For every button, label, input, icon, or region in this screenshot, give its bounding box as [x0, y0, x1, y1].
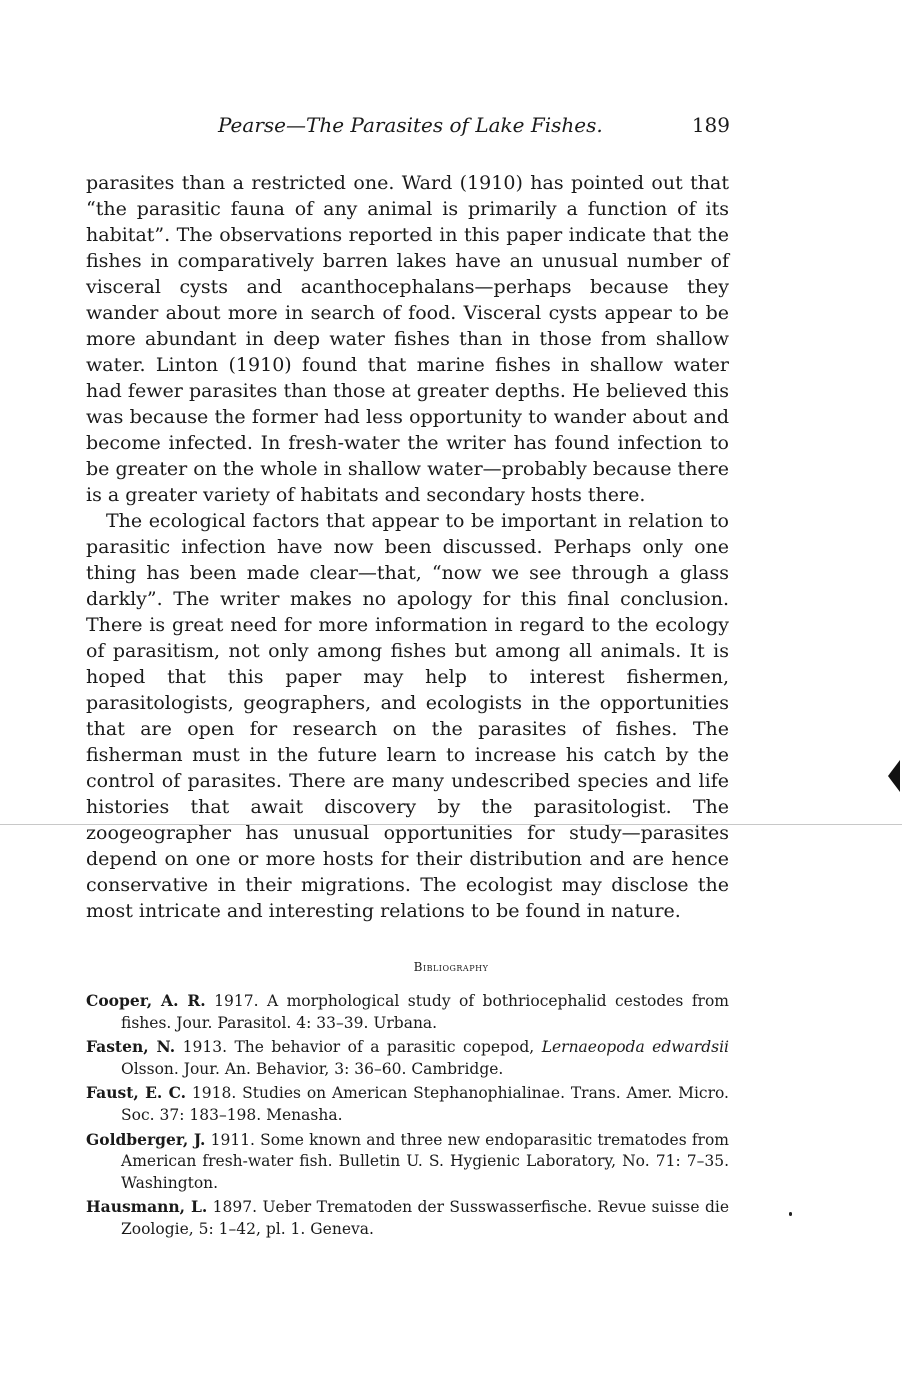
bib-author: Faust, E. C.: [86, 1083, 187, 1103]
bib-entry: [86, 1129, 729, 1195]
bib-text: 1911. Some known and three new endoparasitic trematodes from American fresh-water fish. Bulletin U. S. Hygienic Laboratory, No. 71: 7–35. Washington.: [121, 1130, 729, 1192]
bib-author: Hausmann, L.: [86, 1197, 208, 1217]
bib-entry: [86, 1082, 729, 1126]
bib-entry: [86, 990, 729, 1034]
bib-text: 1913. The behavior of a parasitic copepod,: [182, 1038, 535, 1057]
bib-text: 1917. A morphological study of bothriocephalid cestodes from fishes. Jour. Parasitol. 4: 33–39. Urbana.: [121, 992, 729, 1032]
bib-author: Fasten, N.: [86, 1037, 176, 1057]
bibliography-heading: Bibliography: [413, 960, 489, 974]
bibliography: [86, 990, 729, 1243]
ink-dot: [789, 1212, 792, 1216]
bib-author: Cooper, A. R.: [86, 991, 206, 1010]
bib-text: 1918. Studies on American Stephanophialinae. Trans. Amer. Micro. Soc. 37: 183–198. Menasha.: [121, 1084, 729, 1124]
paragraph: parasites than a restricted one. Ward (1910) has pointed out that “the parasitic fauna of any animal is primarily a function of its habitat”. The observations reported in this paper indicate that the fishes in comparatively barren lakes have an unusual number of visceral cysts and acanthocephalans—perhaps because they wander about more in search of food. Visceral cysts appear to be more abundant in deep water fishes than in those from shallow water. Linton (1910) found that marine fishes in shallow water had fewer parasites than those at greater depths. He believed this was because the former had less opportunity to wander about and become infected. In fresh-water the writer has found infection to be greater on the whole in shallow water—probably because there is a greater variety of habitats and secondary hosts there.: [86, 172, 729, 506]
bib-entry: [86, 1036, 729, 1080]
page-number: 189: [691, 113, 730, 137]
bib-entry: [86, 1196, 729, 1240]
body-text: [86, 170, 729, 924]
bib-species-name: Lernaeopoda edwardsii: [541, 1038, 729, 1057]
running-title: Pearse—The Parasites of Lake Fishes.: [218, 113, 603, 137]
paragraph: The ecological factors that appear to be important in relation to parasitic infection have now been discussed. Perhaps only one thing has been made clear—that, “now we see through a glass darkly”. The writer makes no apology for this final conclusion. There is great need for more information in regard to the ecology of parasitism, not only among fishes but among all animals. It is hoped that this paper may help to interest fishermen, parasitologists, geographers, and ecologists in the opportunities that are open for research on the parasites of fishes. The fisherman must in the future learn to increase his catch by the control of parasites. There are many undescribed species and life histories that await discovery by the parasitologist. The zoogeographer has unusual opportunities for study—parasites depend on one or more hosts for their distribution and are hence conservative in their migrations. The ecologist may disclose the most intricate and interesting relations to be found in nature.: [86, 510, 729, 922]
running-header: [88, 113, 730, 143]
bib-text: Olsson. Jour. An. Behavior, 3: 36–60. Cambridge.: [121, 1059, 504, 1078]
margin-mark: [888, 760, 900, 792]
bib-author: Goldberger, J.: [86, 1129, 206, 1149]
bib-text: 1897. Ueber Trematoden der Susswasserfische. Revue suisse die Zoologie, 5: 1–42, pl. 1. Geneva.: [121, 1198, 730, 1238]
